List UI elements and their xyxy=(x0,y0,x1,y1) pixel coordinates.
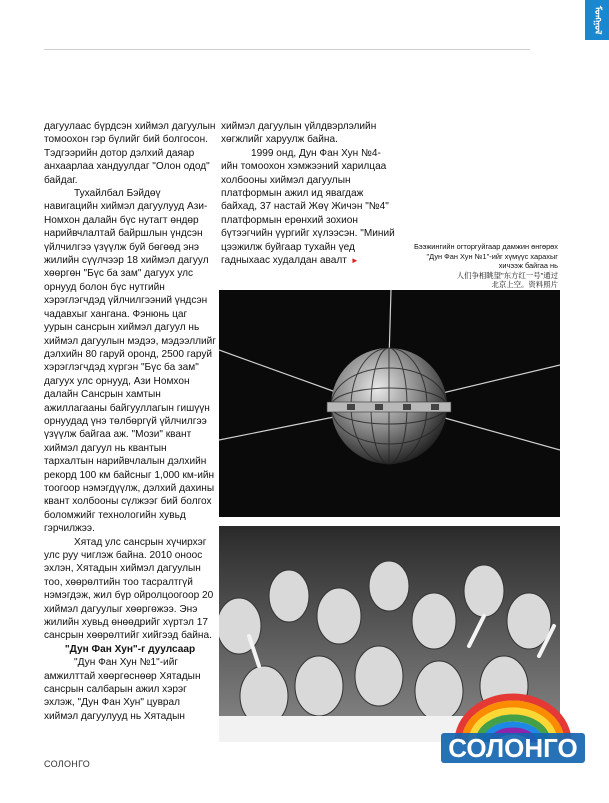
logo-url: SOLONGONEWS.MN xyxy=(470,767,556,776)
logo-wordmark: СОЛОНГО xyxy=(448,733,578,763)
header-rule xyxy=(44,49,530,50)
rainbow-logo-icon xyxy=(438,690,588,780)
article-paragraph: Тухайлбал Бэйдөү навигацийн хиймэл дагуулууд Ази-Номхон далайн бүс нутагт өндөр нарийвчлалтай байршлын үндсэн үйлчилгээ үзүүлж буй бөгөөд энэ жилийн сүүлчээр 18 хиймэл дагуул хөөргөн "Бүс ба зам" дагуух улс орнууд болон бүс нутгийн хэрэглэгчдэд үйлчилгээний үндсэн чадавхыг хангана. Фэнюнь цаг уурын сансрын хиймэл дагуул нь хиймэл дагуулын мэдээ, мэдээллийг дэлхийн 80 гаруй оронд, 2500 гаруй хэрэглэгчдэд хүргэн "Бүс ба зам" дагуух улс орнууд, Ази Номхон далайн Сансрын хамтын ажиллагааны байгууллагын гишүүн орнуудад үнэ төлбөргүй үйлчилгээ үзүүлж байгаа аж. "Мози" квант хиймэл дагуул нь квантын тархалтын нарийвчлалын дэлхийн рекорд 100 км байсныг 1,000 км-ийн тоогоор нэмэгдүүлж, дэлхий дахины квант холбооны сүлжээг бий болгох боломжийг технологийн хувьд гэрчилжээ. xyxy=(44,188,216,535)
photo-caption xyxy=(410,242,558,290)
solongo-logo xyxy=(438,690,588,780)
article-paragraph: 1999 онд, Дун Фан Хун №4-ийн томоохон хэмжээний харилцаа холбооны хиймэл дагуулын платформын ажил ид явагдаж байхад, 37 настай Жөү Жичэн "№4" платформын ерөнхий зохион бүтээгчийн үүргийг хүлээсэн. "Миний цээжилж буйгаар тухайн үед гадныхаас худалдан авалт ► xyxy=(221,147,395,267)
section-tab xyxy=(585,0,609,40)
caption-chinese-line1: 人们争相眺望"东方红一号"通过 xyxy=(456,270,558,280)
article-paragraph: хиймэл дагуулын үйлдвэрлэлийн хөгжлийг харуулж байна. xyxy=(221,121,377,146)
section-tab-label: ᠮᠣᠩᠭᠣᠯ xyxy=(592,5,602,35)
article-paragraph: дагуулаас бүрдсэн хиймэл дагуулын томоохон гэр бүлийг бий болгосон. Тэдгээрийн дотор дэлхий даяар анхаарлаа хандуулдаг "Олон одод" байдаг. xyxy=(44,121,216,186)
satellite-illustration xyxy=(219,290,560,517)
caption-mongolian: Бээжингийн огторгуйгаар дамжин өнгөрөх "Дун Фан Хун №1"-ийг хүмүүс харахыг хичээж байгаа нь xyxy=(413,242,558,271)
section-heading: "Дун Фан Хун"-г дуулсаар xyxy=(64,643,196,655)
satellite-photo xyxy=(219,290,560,517)
article-paragraph: Хятад улс сансрын хүчирхэг улс руу чиглэж байна. 2010 оноос эхлэн, Хятадын хиймэл дагуулын тоо, хөөрөлтийн тоо тасралтгүй нэмэгдэж, жил бүр ойролцоогоор 20 хиймэл дагуулыг хөөргөжээ. Энэ жилийн хувьд өнөөдрийг хүртэл 17 сансрын хөөрөлтийг хийгээд байна. xyxy=(44,536,214,642)
continue-arrow-icon: ► xyxy=(350,256,359,266)
footer-magazine-label: СОЛОНГО xyxy=(44,759,91,769)
caption-chinese-line2: 北京上空。资料照片 xyxy=(491,280,558,290)
article-paragraph: "Дун Фан Хун №1"-ийг амжилттай хөөргөснөөр Хятадын сансрын салбарын ажил хэрэг эхлэж, "Дун Фан Хун" цуврал хиймэл дагуулууд нь Хятадын xyxy=(44,657,201,722)
article-column-1 xyxy=(44,120,216,723)
article-column-2 xyxy=(221,120,395,267)
